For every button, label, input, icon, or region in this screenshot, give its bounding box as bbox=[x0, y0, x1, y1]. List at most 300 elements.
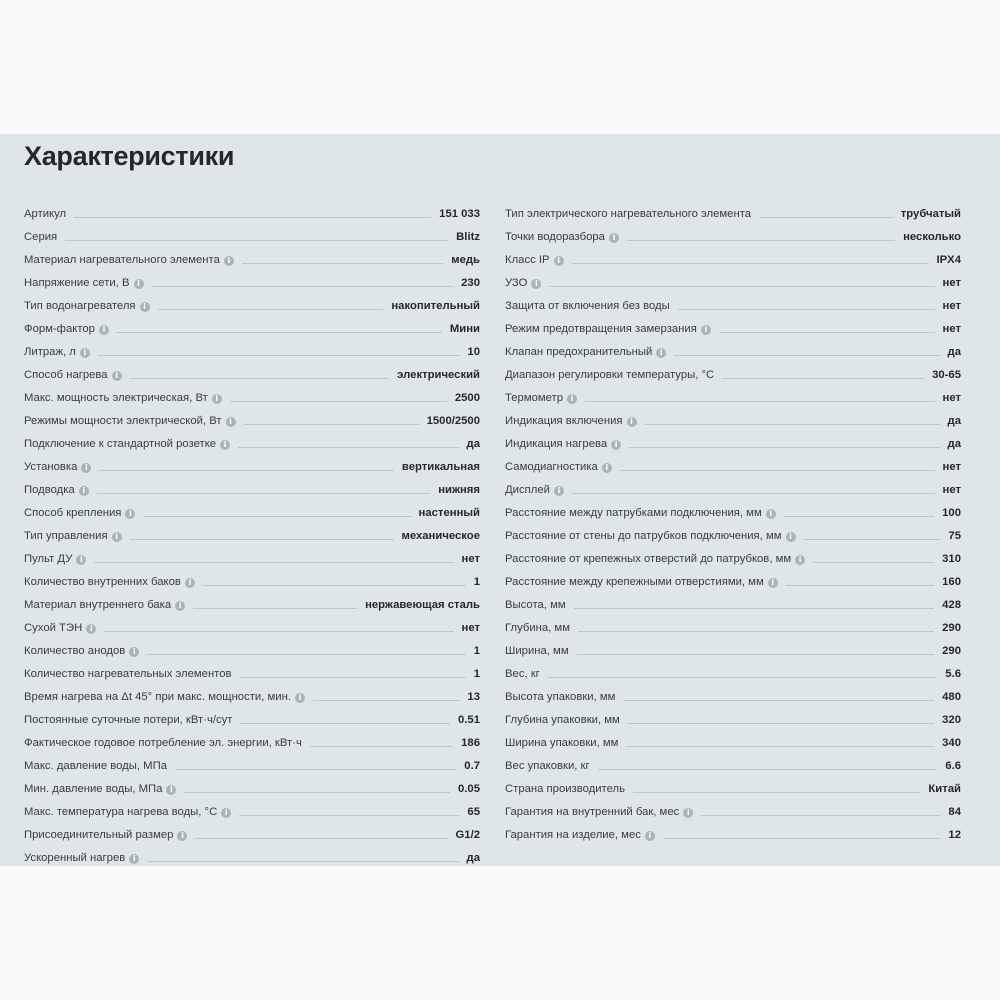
spec-label bbox=[505, 437, 621, 451]
info-icon[interactable]: i bbox=[786, 532, 796, 542]
spec-value: нет bbox=[942, 461, 961, 473]
leader-line bbox=[620, 470, 935, 471]
spec-value: да bbox=[947, 346, 961, 358]
spec-label bbox=[505, 460, 612, 474]
spec-value: нет bbox=[942, 323, 961, 335]
spec-label bbox=[505, 690, 615, 704]
leader-line bbox=[242, 263, 443, 264]
leader-line bbox=[147, 861, 458, 862]
spec-label-text: Вес, кг bbox=[505, 668, 540, 680]
spec-label-text: Индикация включения bbox=[505, 415, 623, 427]
spec-label-text: Тип водонагревателя bbox=[24, 300, 136, 312]
spec-row bbox=[505, 382, 961, 405]
spec-value: 160 bbox=[942, 576, 961, 588]
spec-label bbox=[505, 713, 620, 727]
leader-line bbox=[130, 539, 394, 540]
spec-row bbox=[505, 313, 961, 336]
spec-label bbox=[505, 276, 541, 290]
spec-label bbox=[505, 621, 570, 635]
spec-row bbox=[505, 290, 961, 313]
spec-row bbox=[24, 566, 480, 589]
info-icon[interactable]: i bbox=[224, 256, 234, 266]
spec-label bbox=[24, 552, 86, 566]
spec-value: 1 bbox=[473, 645, 480, 657]
leader-line bbox=[719, 332, 935, 333]
spec-row bbox=[505, 267, 961, 290]
spec-value: G1/2 bbox=[455, 829, 480, 841]
spec-label-text: Гарантия на изделие, мес bbox=[505, 829, 641, 841]
leader-line bbox=[663, 838, 941, 839]
spec-label bbox=[505, 207, 751, 221]
info-icon[interactable]: i bbox=[611, 440, 621, 450]
spec-value: настенный bbox=[418, 507, 480, 519]
info-icon[interactable]: i bbox=[295, 693, 305, 703]
leader-line bbox=[239, 815, 459, 816]
info-icon[interactable]: i bbox=[766, 509, 776, 519]
spec-row bbox=[505, 474, 961, 497]
spec-label bbox=[505, 483, 564, 497]
spec-label-text: Артикул bbox=[24, 208, 67, 220]
spec-label-text: Термометр bbox=[505, 392, 564, 404]
leader-line bbox=[804, 539, 941, 540]
info-icon[interactable]: i bbox=[567, 394, 577, 404]
spec-row bbox=[505, 244, 961, 267]
spec-label bbox=[24, 851, 139, 865]
leader-line bbox=[722, 378, 924, 379]
spec-label bbox=[505, 414, 637, 428]
spec-value: 30-65 bbox=[932, 369, 961, 381]
spec-label-text: Самодиагностика bbox=[505, 461, 598, 473]
spec-row bbox=[505, 221, 961, 244]
leader-line bbox=[598, 769, 938, 770]
spec-row bbox=[505, 681, 961, 704]
spec-label bbox=[505, 506, 776, 520]
leader-line bbox=[310, 746, 453, 747]
leader-line bbox=[678, 309, 935, 310]
spec-label-text: Индикация нагрева bbox=[505, 438, 608, 450]
spec-label-text: Мин. давление воды, МПа bbox=[24, 783, 163, 795]
spec-label-text: Расстояние между патрубками подключения, мм bbox=[505, 507, 762, 519]
spec-row bbox=[505, 336, 961, 359]
spec-label bbox=[24, 368, 122, 382]
spec-value: да bbox=[947, 415, 961, 427]
info-icon[interactable]: i bbox=[554, 256, 564, 266]
spec-label bbox=[24, 805, 231, 819]
spec-row bbox=[24, 796, 480, 819]
spec-label-text: Вес упаковки, кг bbox=[505, 760, 590, 772]
spec-row bbox=[24, 474, 480, 497]
info-icon[interactable]: i bbox=[768, 578, 778, 588]
spec-label-text: Глубина упаковки, мм bbox=[505, 714, 620, 726]
spec-label-text: Материал нагревательного элемента bbox=[24, 254, 220, 266]
info-icon[interactable]: i bbox=[627, 417, 637, 427]
leader-line bbox=[313, 700, 459, 701]
info-icon[interactable]: i bbox=[531, 279, 541, 289]
spec-value: медь bbox=[451, 254, 480, 266]
spec-value: нет bbox=[461, 622, 480, 634]
leader-line bbox=[98, 355, 460, 356]
leader-line bbox=[240, 677, 466, 678]
spec-value: 2500 bbox=[454, 392, 480, 404]
spec-value: да bbox=[466, 438, 480, 450]
spec-label bbox=[24, 253, 234, 267]
spec-label-text: Форм-фактор bbox=[24, 323, 95, 335]
info-icon[interactable]: i bbox=[226, 417, 236, 427]
leader-line bbox=[572, 493, 935, 494]
spec-value: 75 bbox=[948, 530, 961, 542]
spec-label-text: Количество нагревательных элементов bbox=[24, 668, 232, 680]
spec-label bbox=[24, 483, 89, 497]
spec-label bbox=[24, 414, 236, 428]
leader-line bbox=[786, 585, 934, 586]
spec-row bbox=[24, 704, 480, 727]
spec-value: нет bbox=[942, 484, 961, 496]
spec-value: 12 bbox=[948, 829, 961, 841]
specs-column-right bbox=[505, 198, 961, 842]
spec-value: нет bbox=[942, 277, 961, 289]
spec-value: 340 bbox=[942, 737, 961, 749]
spec-label bbox=[24, 529, 122, 543]
spec-row bbox=[505, 543, 961, 566]
info-icon[interactable]: i bbox=[112, 371, 122, 381]
leader-line bbox=[629, 447, 939, 448]
spec-label-text: Класс IP bbox=[505, 254, 550, 266]
spec-value: 13 bbox=[467, 691, 480, 703]
spec-value: Blitz bbox=[456, 231, 480, 243]
spec-label-text: Серия bbox=[24, 231, 58, 243]
leader-line bbox=[645, 424, 940, 425]
leader-line bbox=[784, 516, 934, 517]
leader-line bbox=[147, 654, 465, 655]
spec-label-text: Макс. давление воды, МПа bbox=[24, 760, 167, 772]
spec-label-text: Напряжение сети, В bbox=[24, 277, 130, 289]
spec-label-text: Сухой ТЭН bbox=[24, 622, 83, 634]
spec-row bbox=[24, 313, 480, 336]
info-icon[interactable]: i bbox=[99, 325, 109, 335]
spec-value: механическое bbox=[401, 530, 480, 542]
spec-value: 151 033 bbox=[439, 208, 480, 220]
spec-value: 186 bbox=[461, 737, 480, 749]
spec-label bbox=[24, 690, 305, 704]
spec-label bbox=[24, 667, 232, 681]
spec-value: 6.6 bbox=[945, 760, 961, 772]
spec-row bbox=[505, 566, 961, 589]
spec-label bbox=[24, 391, 222, 405]
info-icon[interactable]: i bbox=[554, 486, 564, 496]
spec-label-text: Глубина, мм bbox=[505, 622, 570, 634]
spec-row bbox=[24, 359, 480, 382]
info-icon[interactable]: i bbox=[212, 394, 222, 404]
spec-label bbox=[505, 736, 618, 750]
spec-label bbox=[24, 828, 187, 842]
info-icon[interactable]: i bbox=[76, 555, 86, 565]
spec-value: 310 bbox=[942, 553, 961, 565]
info-icon[interactable]: i bbox=[645, 831, 655, 841]
specs-column-left bbox=[24, 198, 480, 865]
spec-label bbox=[24, 713, 232, 727]
leader-line bbox=[548, 677, 937, 678]
spec-value: 0.7 bbox=[464, 760, 480, 772]
leader-line bbox=[65, 240, 448, 241]
spec-label-text: Подключение к стандартной розетке bbox=[24, 438, 217, 450]
spec-row bbox=[24, 750, 480, 773]
spec-row bbox=[505, 727, 961, 750]
info-icon[interactable]: i bbox=[125, 509, 135, 519]
info-icon[interactable]: i bbox=[220, 440, 230, 450]
spec-label-text: Расстояние между крепежными отверстиями, мм bbox=[505, 576, 764, 588]
spec-row bbox=[24, 290, 480, 313]
spec-value: нижняя bbox=[438, 484, 480, 496]
spec-label bbox=[24, 598, 185, 612]
spec-value: 1 bbox=[473, 576, 480, 588]
spec-value: 5.6 bbox=[945, 668, 961, 680]
leader-line bbox=[99, 470, 394, 471]
leader-line bbox=[577, 654, 935, 655]
spec-row bbox=[24, 520, 480, 543]
spec-value: да bbox=[947, 438, 961, 450]
spec-row bbox=[505, 750, 961, 773]
spec-row bbox=[505, 359, 961, 382]
spec-label-text: Дисплей bbox=[505, 484, 550, 496]
spec-value: Мини bbox=[449, 323, 480, 335]
spec-row bbox=[505, 497, 961, 520]
spec-label bbox=[24, 230, 57, 244]
spec-row bbox=[24, 773, 480, 796]
spec-value: 480 bbox=[942, 691, 961, 703]
spec-value: 10 bbox=[467, 346, 480, 358]
spec-value: 428 bbox=[942, 599, 961, 611]
spec-row bbox=[24, 336, 480, 359]
spec-row bbox=[24, 543, 480, 566]
leader-line bbox=[175, 769, 456, 770]
spec-label-text: Расстояние от стены до патрубков подключения, мм bbox=[505, 530, 782, 542]
spec-value: 1500/2500 bbox=[426, 415, 480, 427]
spec-label-text: Пульт ДУ bbox=[24, 553, 73, 565]
spec-value: вертикальная bbox=[401, 461, 480, 473]
spec-label-text: Ускоренный нагрев bbox=[24, 852, 126, 864]
spec-label-text: Высота упаковки, мм bbox=[505, 691, 616, 703]
spec-label-text: Макс. мощность электрическая, Вт bbox=[24, 392, 208, 404]
leader-line bbox=[626, 746, 934, 747]
spec-label-text: Количество внутренних баков bbox=[24, 576, 181, 588]
spec-label-text: УЗО bbox=[505, 277, 528, 289]
spec-label-text: Установка bbox=[24, 461, 78, 473]
leader-line bbox=[158, 309, 384, 310]
spec-row bbox=[505, 612, 961, 635]
leader-line bbox=[104, 631, 453, 632]
leader-line bbox=[674, 355, 939, 356]
spec-value: несколько bbox=[903, 231, 961, 243]
info-icon[interactable]: i bbox=[185, 578, 195, 588]
info-icon[interactable]: i bbox=[683, 808, 693, 818]
spec-label-text: Ширина, мм bbox=[505, 645, 569, 657]
leader-line bbox=[578, 631, 934, 632]
spec-label bbox=[505, 368, 714, 382]
info-icon[interactable]: i bbox=[79, 486, 89, 496]
leader-line bbox=[627, 240, 895, 241]
info-icon[interactable]: i bbox=[86, 624, 96, 634]
spec-label bbox=[24, 460, 91, 474]
leader-line bbox=[623, 700, 934, 701]
leader-line bbox=[203, 585, 466, 586]
page-title: Характеристики bbox=[24, 141, 235, 171]
info-icon[interactable]: i bbox=[602, 463, 612, 473]
info-icon[interactable]: i bbox=[177, 831, 187, 841]
spec-row bbox=[505, 704, 961, 727]
leader-line bbox=[572, 263, 929, 264]
spec-row bbox=[24, 658, 480, 681]
spec-label bbox=[24, 644, 139, 658]
spec-label-text: Тип электрического нагревательного элемента bbox=[505, 208, 752, 220]
spec-label bbox=[24, 759, 167, 773]
spec-label bbox=[24, 207, 66, 221]
spec-label-text: Защита от включения без воды bbox=[505, 300, 670, 312]
spec-value: накопительный bbox=[391, 300, 480, 312]
spec-value: 230 bbox=[461, 277, 480, 289]
spec-row bbox=[505, 405, 961, 428]
spec-value: 290 bbox=[942, 622, 961, 634]
leader-line bbox=[152, 286, 454, 287]
leader-line bbox=[94, 562, 453, 563]
info-icon[interactable]: i bbox=[701, 325, 711, 335]
spec-label bbox=[505, 391, 577, 405]
leader-line bbox=[143, 516, 410, 517]
spec-value: нет bbox=[942, 392, 961, 404]
leader-line bbox=[97, 493, 430, 494]
spec-label-text: Гарантия на внутренний бак, мес bbox=[505, 806, 680, 818]
leader-line bbox=[574, 608, 935, 609]
spec-row bbox=[505, 658, 961, 681]
spec-row bbox=[24, 727, 480, 750]
spec-label-text: Подводка bbox=[24, 484, 75, 496]
spec-row bbox=[24, 589, 480, 612]
leader-line bbox=[244, 424, 419, 425]
info-icon[interactable]: i bbox=[166, 785, 176, 795]
spec-label-text: Присоединительный размер bbox=[24, 829, 174, 841]
spec-row bbox=[505, 520, 961, 543]
info-icon[interactable]: i bbox=[81, 463, 91, 473]
spec-row bbox=[24, 451, 480, 474]
info-icon[interactable]: i bbox=[656, 348, 666, 358]
info-icon[interactable]: i bbox=[175, 601, 185, 611]
leader-line bbox=[633, 792, 920, 793]
spec-row bbox=[505, 819, 961, 842]
leader-line bbox=[117, 332, 442, 333]
spec-value: Китай bbox=[928, 783, 961, 795]
spec-row bbox=[24, 819, 480, 842]
spec-label-text: Время нагрева на Δt 45° при макс. мощности, мин. bbox=[24, 691, 291, 703]
leader-line bbox=[230, 401, 447, 402]
spec-label bbox=[505, 644, 569, 658]
spec-row bbox=[24, 267, 480, 290]
leader-line bbox=[549, 286, 934, 287]
leader-line bbox=[759, 217, 893, 218]
spec-label-text: Точки водоразбора bbox=[505, 231, 605, 243]
spec-row bbox=[505, 198, 961, 221]
spec-value: электрический bbox=[397, 369, 480, 381]
info-icon[interactable]: i bbox=[80, 348, 90, 358]
spec-label-text: Литраж, л bbox=[24, 346, 76, 358]
spec-value: 65 bbox=[467, 806, 480, 818]
spec-label bbox=[505, 667, 540, 681]
info-icon[interactable]: i bbox=[134, 279, 144, 289]
spec-value: нет bbox=[942, 300, 961, 312]
spec-label-text: Тип управления bbox=[24, 530, 108, 542]
spec-label bbox=[24, 506, 135, 520]
spec-value: 84 bbox=[948, 806, 961, 818]
leader-line bbox=[701, 815, 940, 816]
spec-label bbox=[505, 529, 796, 543]
leader-line bbox=[193, 608, 357, 609]
spec-label-text: Диапазон регулировки температуры, °С bbox=[505, 369, 715, 381]
spec-row bbox=[24, 681, 480, 704]
info-icon[interactable]: i bbox=[129, 647, 139, 657]
spec-row bbox=[24, 405, 480, 428]
spec-row bbox=[24, 497, 480, 520]
spec-value: трубчатый bbox=[900, 208, 961, 220]
spec-label bbox=[24, 276, 144, 290]
leader-line bbox=[130, 378, 390, 379]
spec-label-text: Режим предотвращения замерзания bbox=[505, 323, 697, 335]
spec-label bbox=[505, 759, 590, 773]
info-icon[interactable]: i bbox=[609, 233, 619, 243]
spec-label bbox=[505, 253, 564, 267]
spec-row bbox=[505, 451, 961, 474]
spec-label-text: Фактическое годовое потребление эл. энергии, кВт·ч bbox=[24, 737, 302, 749]
spec-label bbox=[505, 299, 670, 313]
spec-value: 320 bbox=[942, 714, 961, 726]
info-icon[interactable]: i bbox=[129, 854, 139, 864]
spec-label-text: Режимы мощности электрической, Вт bbox=[24, 415, 222, 427]
spec-label bbox=[505, 322, 711, 336]
spec-label-text: Клапан предохранительный bbox=[505, 346, 653, 358]
spec-row bbox=[505, 796, 961, 819]
leader-line bbox=[585, 401, 934, 402]
spec-row bbox=[24, 612, 480, 635]
spec-label-text: Количество анодов bbox=[24, 645, 126, 657]
spec-value: IPX4 bbox=[936, 254, 961, 266]
spec-label bbox=[505, 230, 619, 244]
spec-label-text: Способ крепления bbox=[24, 507, 122, 519]
spec-row bbox=[505, 635, 961, 658]
spec-value: 290 bbox=[942, 645, 961, 657]
spec-label bbox=[505, 598, 566, 612]
leader-line bbox=[74, 217, 431, 218]
spec-value: да bbox=[466, 852, 480, 864]
spec-label-text: Расстояние от крепежных отверстий до патрубков, мм bbox=[505, 553, 792, 565]
spec-row bbox=[505, 773, 961, 796]
spec-value: нет bbox=[461, 553, 480, 565]
spec-label-text: Высота, мм bbox=[505, 599, 566, 611]
spec-label bbox=[24, 322, 109, 336]
leader-line bbox=[240, 723, 450, 724]
specs-panel bbox=[0, 134, 1000, 866]
spec-label-text: Постоянные суточные потери, кВт·ч/сут bbox=[24, 714, 233, 726]
spec-label bbox=[505, 782, 625, 796]
info-icon[interactable]: i bbox=[795, 555, 805, 565]
info-icon[interactable]: i bbox=[221, 808, 231, 818]
spec-row bbox=[24, 198, 480, 221]
spec-label bbox=[24, 782, 176, 796]
spec-label-text: Макс. температура нагрева воды, °С bbox=[24, 806, 218, 818]
spec-row bbox=[24, 428, 480, 451]
info-icon[interactable]: i bbox=[112, 532, 122, 542]
spec-label-text: Материал внутреннего бака bbox=[24, 599, 172, 611]
info-icon[interactable]: i bbox=[140, 302, 150, 312]
leader-line bbox=[238, 447, 458, 448]
leader-line bbox=[628, 723, 934, 724]
spec-label bbox=[505, 805, 693, 819]
